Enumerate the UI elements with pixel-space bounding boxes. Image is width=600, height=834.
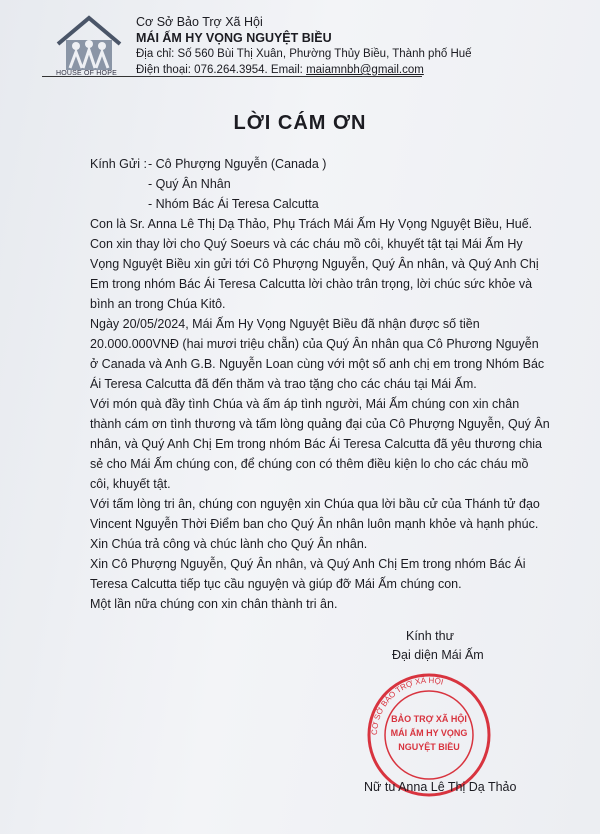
phone-label: Điện thoại: 076.264.3954. Email: xyxy=(136,64,307,76)
signer-name: Nữ tu Anna Lê Thị Dạ Thảo xyxy=(364,780,517,794)
letter-title: LỜI CÁM ƠN xyxy=(233,112,367,134)
svg-text:MÁI ẤM HY VỌNG: MÁI ẤM HY VỌNG xyxy=(390,728,468,738)
header-divider xyxy=(42,76,422,77)
recipient-line xyxy=(90,154,550,174)
paragraph: Với món quà đầy tình Chúa và ấm áp tình người, Mái Ấm chúng con xin chân thành cám ơn tình thương và tấm lòng quảng đại của Cô Phượng Nguyễn, Quý Ân nhân, và Quý Anh Chị Em trong nhóm Bác Ái Teresa Calcutta đã yêu thương chia sẻ cho Mái Ấm chúng con, để chúng con có thêm điều kiện lo cho các cháu mồ côi, khuyết tật. xyxy=(90,397,550,491)
svg-text:NGUYỆT BIỀU: NGUYỆT BIỀU xyxy=(398,742,460,752)
closing-salutation: Kính thư xyxy=(406,629,454,643)
recipient-item: - Nhóm Bác Ái Teresa Calcutta xyxy=(148,197,319,211)
paragraph: Một lần nữa chúng con xin chân thành tri ân. xyxy=(90,597,338,611)
recipient-item: - Cô Phượng Nguyễn (Canada ) xyxy=(148,157,327,171)
org-type: Cơ Sở Bảo Trợ Xã Hội xyxy=(136,15,263,29)
closing-representative: Đại diện Mái Ấm xyxy=(392,648,484,662)
letterhead xyxy=(136,14,472,78)
svg-text:BẢO TRỢ XÃ HỘI: BẢO TRỢ XÃ HỘI xyxy=(391,714,467,724)
svg-text:CƠ SỞ BẢO TRỢ XÃ HỘI: CƠ SỞ BẢO TRỢ XÃ HỘI xyxy=(369,675,445,736)
recipient-label: Kính Gửi : xyxy=(90,157,148,171)
paragraph: Với tấm lòng tri ân, chúng con nguyện xin Chúa qua lời bầu cử của Thánh tử đạo Vincent Nguyễn Thời Điểm ban cho Quý Ân nhân luôn mạnh khỏe và hạnh phúc. Xin Chúa trả công và chúc lành cho Quý Ân nhân. xyxy=(90,497,540,551)
letter-body xyxy=(90,154,550,614)
paragraph: Con xin thay lời cho Quý Soeurs và các cháu mồ côi, khuyết tật tại Mái Ấm Hy Vọng Nguyệt Biều xin gửi tới Cô Phượng Nguyễn, Quý Ân nhân, và Quý Anh Chị Em trong nhóm Bác Ái Teresa Calcutta lời chào trân trọng, lời chúc sức khỏe và bình an trong Chúa Kitô. xyxy=(90,237,539,311)
logo-caption: HOUSE OF HOPE xyxy=(56,70,117,77)
org-name: MÁI ẤM HY VỌNG NGUYỆT BIỀU xyxy=(136,31,332,45)
email-link[interactable]: maiamnbh@gmail.com xyxy=(306,64,424,76)
recipient-item: - Quý Ân Nhân xyxy=(148,177,231,191)
paragraph: Xin Cô Phượng Nguyễn, Quý Ân nhân, và Quý Anh Chị Em trong nhóm Bác Ái Teresa Calcutta tiếp tục cầu nguyện và giúp đỡ Mái Ấm chúng con. xyxy=(90,557,526,591)
paragraph: Ngày 20/05/2024, Mái Ấm Hy Vọng Nguyệt Biều đã nhận được số tiền 20.000.000VNĐ (hai mươi triệu chẵn) của Quý Ân nhân qua Cô Phương Nguyễn ở Canada và Anh G.B. Nguyễn Loan cùng với một số anh chị em trong Nhóm Bác Ái Teresa Calcutta đã đến thăm và trao tặng cho các cháu tại Mái Ấm. xyxy=(90,317,545,391)
org-address: Địa chỉ: Số 560 Bùi Thị Xuân, Phường Thủy Biều, Thành phố Huế xyxy=(136,48,472,60)
paragraph: Con là Sr. Anna Lê Thị Dạ Thảo, Phụ Trách Mái Ấm Hy Vọng Nguyệt Biều, Huế. xyxy=(90,217,533,231)
